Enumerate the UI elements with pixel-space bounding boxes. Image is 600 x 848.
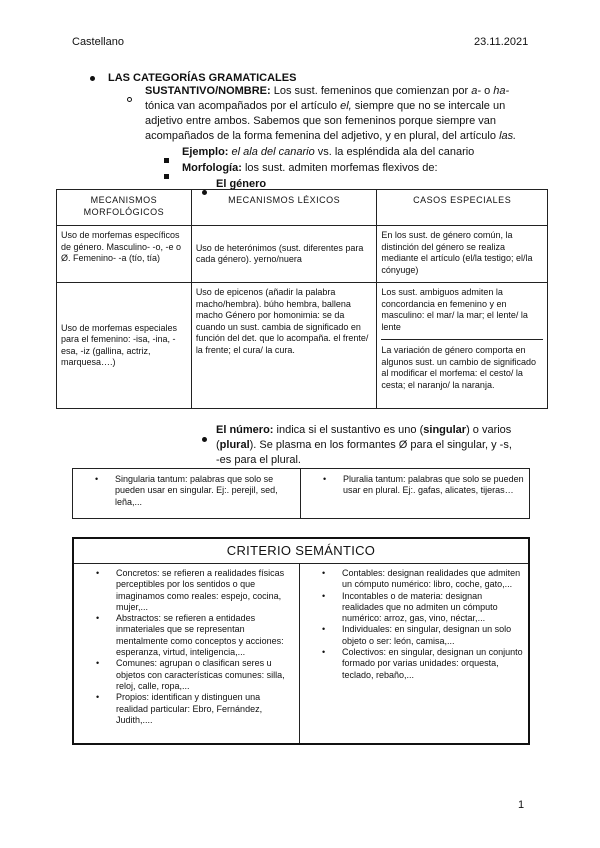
criterio-left-list	[80, 568, 294, 726]
sustantivo-ha: ha-	[493, 85, 510, 97]
cell-casos-1: En los sust. de género común, la distinción del género se realiza mediante el artículo (el/la testigo; el/la cónyuge)	[377, 226, 548, 283]
section-bullet	[90, 71, 95, 86]
numero-plural: plural	[219, 439, 250, 451]
cell-lexicos-2: Uso de epicenos (añadir la palabra macho/hembra). búho hembra, ballena macho Género por homonimia: se da cuando un sust. cambia de significado en función del det. que lo acompaña. el frente/ la frente; el cura/ la cura.	[191, 283, 377, 409]
tantum-right	[307, 474, 525, 497]
header-mecanismos-lexicos: MECANISMOS LÉXICOS	[191, 190, 377, 226]
list-item: • Concretos: se refieren a realidades físicas perceptibles por los sentidos o que imaginamos como reales: espejo, cocina, mujer,...	[80, 568, 294, 613]
casos-ambiguos: Los sust. ambiguos admiten la concordancia en femenino y en masculino: el mar/ la mar; el lente/ la lente	[381, 287, 528, 332]
sustantivo-el: el,	[340, 100, 352, 112]
pluralia-tantum: • Pluralia tantum: palabras que solo se pueden usar en plural. Ej:. gafas, alicates, tijeras…	[307, 474, 525, 497]
sustantivo-paragraph	[145, 84, 525, 144]
numero-singular: singular	[423, 424, 467, 436]
ejemplo-rest: vs. la espléndida ala del canario	[317, 146, 475, 158]
list-item: • Propios: identifican y distinguen una realidad particular: Ebro, Fernández, Judith,....	[80, 692, 294, 726]
numero-t5: -es para el plural.	[216, 454, 301, 466]
sustantivo-a: a-	[471, 85, 482, 97]
numero-paragraph	[216, 423, 536, 468]
criterio-right-list	[306, 568, 524, 681]
morfologia-text: los sust. admiten morfemas flexivos de:	[244, 162, 438, 174]
genero-table-row	[57, 226, 548, 283]
morfologia-square	[164, 166, 169, 184]
criterio-divider	[299, 563, 300, 743]
sustantivo-line3: adjetivo entre ambos. Sabemos que son femeninos porque siempre van	[145, 115, 496, 127]
morfologia-line	[182, 161, 438, 176]
cell-lexicos-1: Uso de heterónimos (sust. diferentes para cada género). yerno/nuera	[191, 226, 377, 283]
section-title: LAS CATEGORÍAS GRAMATICALES	[108, 72, 297, 84]
sustantivo-line4a: acompañados de la forma femenina del adjetivo, y en plural, del artículo	[145, 130, 496, 142]
genero-table-header	[57, 190, 548, 226]
list-item: • Comunes: agrupan o clasifican seres u objetos con características comunes: silla, reloj, calle, ropa,...	[80, 658, 294, 692]
sustantivo-line2b: siempre que no se intercale un	[354, 100, 506, 112]
genero-label: El género	[216, 178, 267, 190]
casos-variacion: La variación de género comporta en algunos sust. un cambio de significado al modificar el morfema: el cesto/ la cesta; el naranjo/ la naranja.	[381, 345, 536, 390]
sustantivo-line2a: tónica van acompañados por el artículo	[145, 100, 338, 112]
numero-bullet	[202, 429, 207, 447]
sustantivo-label: SUSTANTIVO/NOMBRE:	[145, 85, 271, 97]
cell-casos-2	[377, 283, 548, 409]
numero-t2: ) o varios	[466, 424, 512, 436]
morfologia-label: Morfología:	[182, 162, 242, 174]
singularia-tantum: • Singularia tantum: palabras que solo se pueden usar en singular. Ej:. perejil, sed, leña,...	[79, 474, 293, 508]
ejemplo-italic: el ala del canario	[231, 146, 315, 158]
list-item: • Incontables o de materia: designan realidades que no admiten un cómputo numérico: arroz, gas, vino, néctar,...	[306, 591, 524, 625]
casos-divider	[381, 339, 543, 340]
header-casos-especiales: CASOS ESPECIALES	[377, 190, 548, 226]
sustantivo-line1: Los sust. femeninos que comienzan por	[273, 85, 469, 97]
numero-t1: indica si el sustantivo es uno (	[276, 424, 424, 436]
sustantivo-o: o	[484, 85, 491, 97]
list-item: • Abstractos: se refieren a entidades inmateriales que se representan mentalmente como conceptos y acciones: esperanza, virtud, inteligencia,...	[80, 613, 294, 658]
cell-morfologicos-2: Uso de morfemas especiales para el femenino: -isa, -ina, -esa, -iz (gallina, actriz, marquesa….)	[57, 283, 192, 409]
list-item: • Contables: designan realidades que admiten un cómputo numérico: libro, coche, gato,...	[306, 568, 524, 591]
criterio-box	[72, 537, 530, 745]
numero-label: El número:	[216, 424, 274, 436]
header-date: 23.11.2021	[474, 36, 529, 48]
cell-morfologicos-1: Uso de morfemas específicos de género. Masculino- -o, -e o Ø. Femenino- -a (tío, tía)	[57, 226, 192, 283]
list-item: • Colectivos: en singular, designan un conjunto formado por varias unidades: orquesta, teclado, rebaño,...	[306, 647, 524, 681]
header-mecanismos-morfologicos: MECANISMOS MORFOLÓGICOS	[57, 190, 192, 226]
page-number: 1	[518, 799, 525, 811]
numero-t3: (	[216, 439, 220, 451]
ejemplo-line	[182, 145, 474, 160]
sustantivo-las: las.	[499, 130, 517, 142]
sustantivo-circle	[127, 89, 132, 107]
genero-table	[56, 189, 548, 409]
tantum-left	[79, 474, 293, 508]
tantum-box	[72, 468, 530, 519]
numero-t4: ). Se plasma en los formantes Ø para el singular, y -s,	[249, 439, 512, 451]
header-left: Castellano	[72, 36, 124, 48]
list-item: • Individuales: en singular, designan un solo objeto o ser: león, camisa,...	[306, 624, 524, 647]
criterio-title: CRITERIO SEMÁNTICO	[74, 539, 528, 564]
genero-table-row	[57, 283, 548, 409]
ejemplo-label: Ejemplo:	[182, 146, 229, 158]
tantum-divider	[300, 468, 301, 519]
